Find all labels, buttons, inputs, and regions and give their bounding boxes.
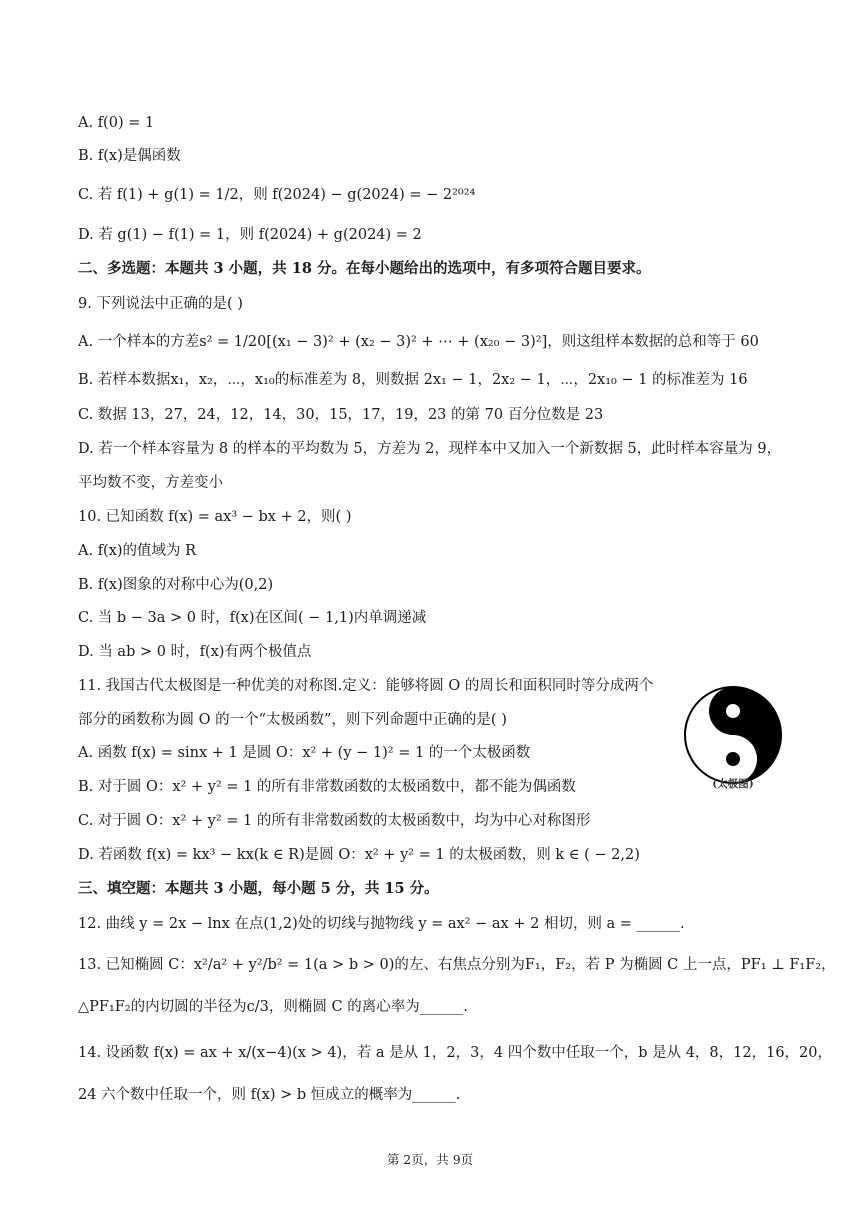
question-line: 10. 已知函数 f(x) = ax³ − bx + 2，则( ) <box>78 509 352 525</box>
question-line: △PF₁F₂的内切圆的半径为c/3，则椭圆 C 的离心率为______. <box>78 999 468 1015</box>
question-line: C. 数据 13，27，24，12，14，30，15，17，19，23 的第 70 百分位数是 23 <box>78 407 604 423</box>
question-line: B. 若样本数据x₁，x₂，⋯，x₁₀的标准差为 8，则数据 2x₁ − 1，2x₂ − 1，⋯，2x₁₀ − 1 的标准差为 16 <box>78 372 748 388</box>
question-line: A. 函数 f(x) = sinx + 1 是圆 O：x² + (y − 1)² = 1 的一个太极函数 <box>78 745 531 761</box>
question-line: 平均数不变，方差变小 <box>78 475 223 491</box>
question-line: 部分的函数称为圆 O 的一个“太极函数”，则下列命题中正确的是( ) <box>78 712 507 728</box>
question-line: D. 当 ab > 0 时，f(x)有两个极值点 <box>78 644 312 660</box>
question-line: 13. 已知椭圆 C：x²/a² + y²/b² = 1(a > b > 0)的左、右焦点分别为F₁，F₂，若 P 为椭圆 C 上一点，PF₁ ⊥ F₁F₂， <box>78 957 836 973</box>
question-line: C. 若 f(1) + g(1) = 1/2，则 f(2024) − g(2024) = − 2²⁰²⁴ <box>78 187 476 203</box>
question-line: B. f(x)是偶函数 <box>78 148 181 164</box>
question-line: D. 若 g(1) − f(1) = 1，则 f(2024) + g(2024) = 2 <box>78 227 422 243</box>
question-line: C. 当 b − 3a > 0 时，f(x)在区间( − 1,1)内单调递减 <box>78 610 427 626</box>
page-footer: 第 2页，共 9页 <box>386 1152 474 1167</box>
question-line: B. f(x)图象的对称中心为(0,2) <box>78 577 274 593</box>
question-line: C. 对于圆 O：x² + y² = 1 的所有非常数函数的太极函数中，均为中心对称图形 <box>78 813 591 829</box>
question-line: A. f(x)的值域为 R <box>78 543 197 559</box>
question-line: B. 对于圆 O：x² + y² = 1 的所有非常数函数的太极函数中，都不能为偶函数 <box>78 779 576 795</box>
section-heading: 三、填空题：本题共 3 小题，每小题 5 分，共 15 分。 <box>78 880 439 897</box>
question-line: A. f(0) = 1 <box>78 115 155 131</box>
question-line: D. 若一个样本容量为 8 的样本的平均数为 5，方差为 2，现样本中又加入一个新数据 5，此时样本容量为 9， <box>78 441 782 457</box>
section-heading: 二、多选题：本题共 3 小题，共 18 分。在每小题给出的选项中，有多项符合题目要求。 <box>78 260 651 277</box>
question-line: 24 六个数中任取一个，则 f(x) > b 恒成立的概率为______. <box>78 1087 461 1103</box>
question-line: A. 一个样本的方差s² = 1/20[(x₁ − 3)² + (x₂ − 3)² + ⋯ + (x₂₀ − 3)²]，则这组样本数据的总和等于 60 <box>78 334 759 350</box>
question-line: 9. 下列说法中正确的是( ) <box>78 296 243 312</box>
question-line: 14. 设函数 f(x) = ax + x/(x−4)(x > 4)，若 a 是从 1，2，3，4 四个数中任取一个，b 是从 4，8，12，16，20， <box>78 1045 832 1061</box>
question-line: 12. 曲线 y = 2x − lnx 在点(1,2)处的切线与抛物线 y = ax² − ax + 2 相切，则 a = ______. <box>78 916 685 932</box>
question-line: D. 若函数 f(x) = kx³ − kx(k ∈ R)是圆 O：x² + y² = 1 的太极函数，则 k ∈ ( − 2,2) <box>78 847 640 863</box>
question-line: 11. 我国古代太极图是一种优美的对称图.定义：能够将圆 O 的周长和面积同时等分成两个 <box>78 678 654 694</box>
figure-caption: (太极图) <box>712 778 754 790</box>
